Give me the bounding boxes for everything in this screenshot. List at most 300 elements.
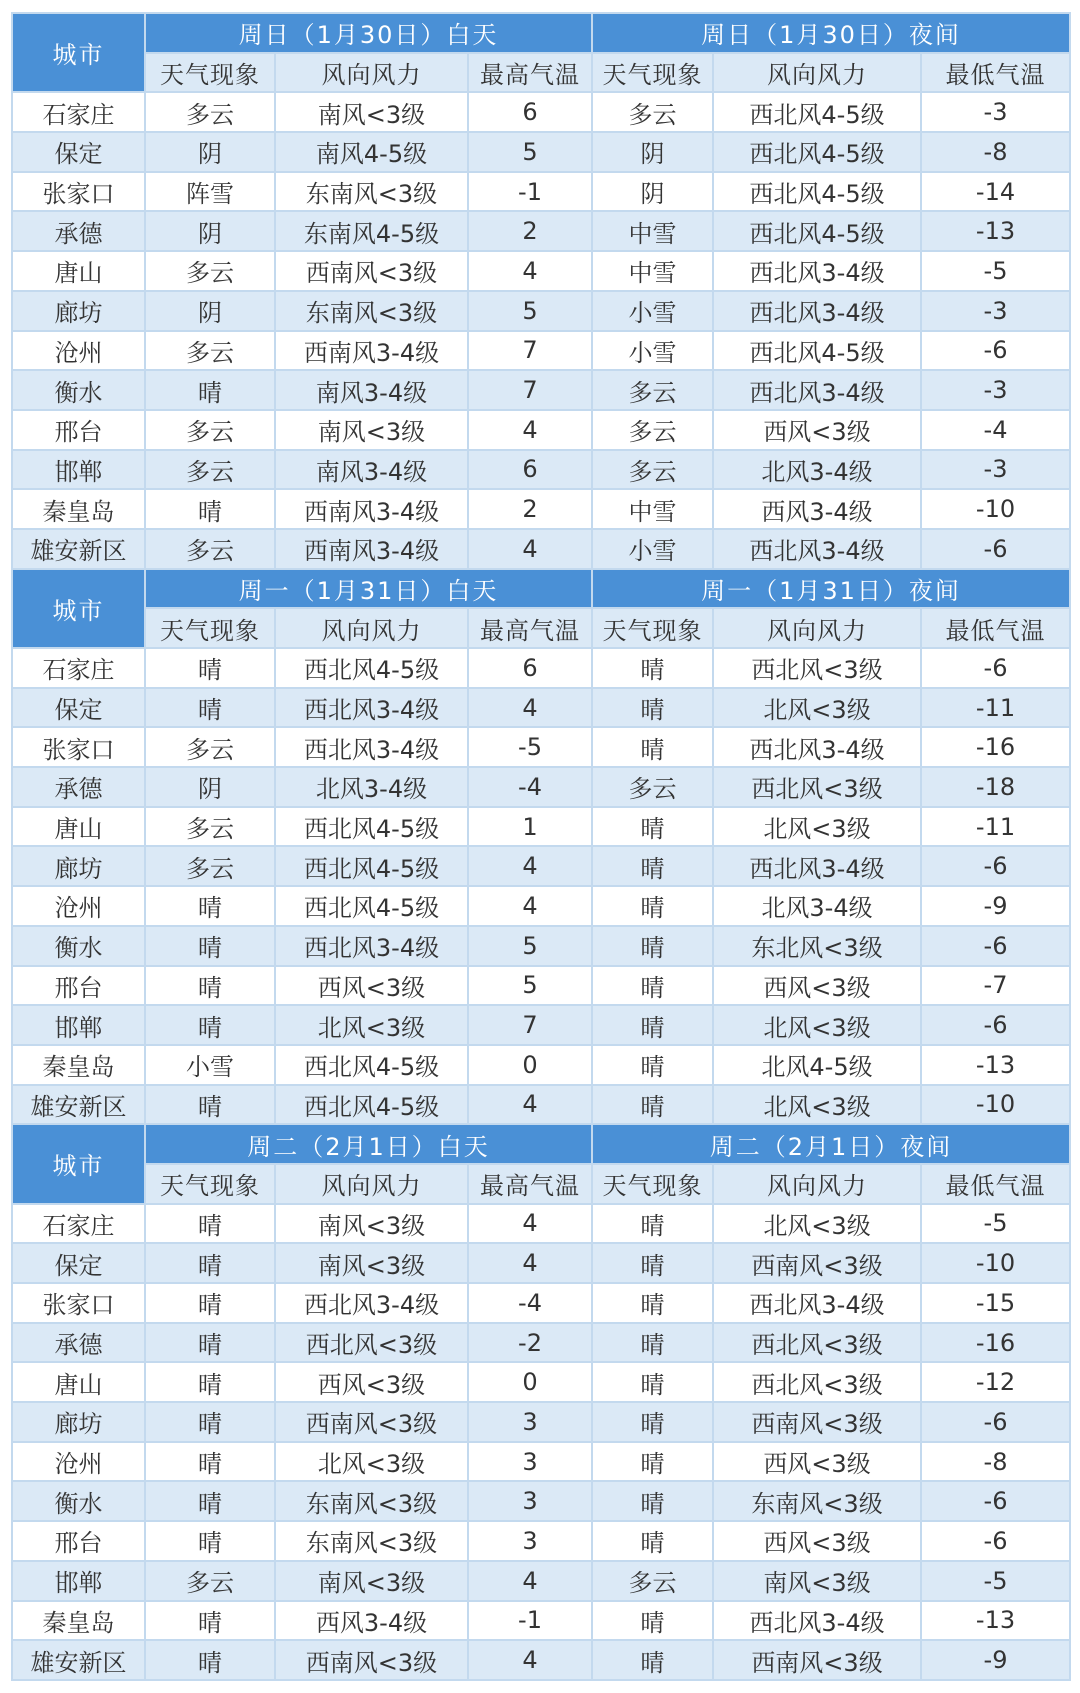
day-wind-cell: 南风<3级: [275, 410, 468, 450]
table-row: [12, 648, 1070, 688]
night-weather-cell: 晴: [592, 1521, 713, 1561]
city-cell: 邯郸: [12, 1005, 145, 1045]
city-header: 城市: [12, 13, 145, 92]
day-title: 周一（1月31日）白天: [145, 569, 592, 609]
city-cell: 保定: [12, 688, 145, 728]
day-weather-cell: 多云: [145, 331, 275, 371]
low-temp-cell: -18: [921, 767, 1070, 807]
weather-table-body: [12, 13, 1070, 1680]
city-cell: 石家庄: [12, 1204, 145, 1244]
day-wind-header: 风向风力: [275, 1164, 468, 1204]
day-weather-cell: 多云: [145, 846, 275, 886]
city-cell: 承德: [12, 767, 145, 807]
high-temp-cell: -1: [468, 172, 592, 212]
day-wind-cell: 西北风4-5级: [275, 1085, 468, 1125]
night-weather-cell: 阴: [592, 132, 713, 172]
table-row: [12, 688, 1070, 728]
column-header-row: [12, 1164, 1070, 1204]
table-row: [12, 211, 1070, 251]
city-cell: 沧州: [12, 331, 145, 371]
city-cell: 秦皇岛: [12, 489, 145, 529]
high-temp-cell: 4: [468, 529, 592, 569]
day-weather-cell: 晴: [145, 886, 275, 926]
city-cell: 沧州: [12, 1442, 145, 1482]
night-wind-cell: 西北风<3级: [713, 648, 921, 688]
column-header-row: [12, 53, 1070, 93]
day-weather-cell: 阴: [145, 291, 275, 331]
column-header-row: [12, 608, 1070, 648]
table-row: [12, 1561, 1070, 1601]
night-weather-cell: 晴: [592, 1640, 713, 1680]
city-cell: 沧州: [12, 886, 145, 926]
table-row: [12, 1204, 1070, 1244]
night-wind-cell: 北风4-5级: [713, 1045, 921, 1085]
low-temp-cell: -4: [921, 410, 1070, 450]
table-row: [12, 529, 1070, 569]
low-temp-header: 最低气温: [921, 608, 1070, 648]
low-temp-cell: -14: [921, 172, 1070, 212]
day-wind-header: 风向风力: [275, 608, 468, 648]
low-temp-cell: -6: [921, 529, 1070, 569]
day-wind-cell: 西北风4-5级: [275, 648, 468, 688]
night-wind-cell: 西南风<3级: [713, 1640, 921, 1680]
city-cell: 廊坊: [12, 1402, 145, 1442]
night-weather-cell: 中雪: [592, 251, 713, 291]
day-wind-cell: 西北风4-5级: [275, 1045, 468, 1085]
table-row: [12, 450, 1070, 490]
day-weather-cell: 多云: [145, 450, 275, 490]
night-weather-cell: 中雪: [592, 489, 713, 529]
high-temp-cell: 2: [468, 211, 592, 251]
night-wind-cell: 西风<3级: [713, 966, 921, 1006]
city-cell: 雄安新区: [12, 529, 145, 569]
high-temp-cell: 5: [468, 291, 592, 331]
city-cell: 邯郸: [12, 1561, 145, 1601]
night-weather-cell: 晴: [592, 846, 713, 886]
night-wind-cell: 西北风3-4级: [713, 1283, 921, 1323]
table-row: [12, 251, 1070, 291]
night-wind-cell: 北风3-4级: [713, 450, 921, 490]
table-row: [12, 410, 1070, 450]
low-temp-cell: -5: [921, 251, 1070, 291]
night-wind-cell: 北风<3级: [713, 1085, 921, 1125]
high-temp-cell: 3: [468, 1402, 592, 1442]
table-row: [12, 1521, 1070, 1561]
low-temp-cell: -6: [921, 1521, 1070, 1561]
day-wind-cell: 东南风<3级: [275, 172, 468, 212]
low-temp-header: 最低气温: [921, 1164, 1070, 1204]
table-row: [12, 331, 1070, 371]
table-row: [12, 370, 1070, 410]
day-wind-cell: 东南风<3级: [275, 1521, 468, 1561]
day-weather-cell: 晴: [145, 1085, 275, 1125]
day-wind-cell: 西风3-4级: [275, 1601, 468, 1641]
table-row: [12, 1362, 1070, 1402]
table-row: [12, 1323, 1070, 1363]
night-wind-cell: 北风<3级: [713, 688, 921, 728]
day-weather-cell: 晴: [145, 1323, 275, 1363]
high-temp-cell: 7: [468, 1005, 592, 1045]
city-header: 城市: [12, 569, 145, 648]
day-wind-cell: 西北风3-4级: [275, 1283, 468, 1323]
table-row: [12, 807, 1070, 847]
table-row: [12, 1243, 1070, 1283]
day-weather-cell: 晴: [145, 489, 275, 529]
low-temp-cell: -6: [921, 846, 1070, 886]
high-temp-cell: -5: [468, 727, 592, 767]
low-temp-cell: -9: [921, 886, 1070, 926]
table-row: [12, 172, 1070, 212]
day-wind-cell: 西北风3-4级: [275, 926, 468, 966]
low-temp-cell: -6: [921, 1005, 1070, 1045]
high-temp-cell: 0: [468, 1362, 592, 1402]
city-cell: 石家庄: [12, 648, 145, 688]
high-temp-cell: 2: [468, 489, 592, 529]
day-title: 周二（2月1日）白天: [145, 1124, 592, 1164]
low-temp-cell: -5: [921, 1204, 1070, 1244]
high-temp-cell: 4: [468, 1640, 592, 1680]
low-temp-cell: -8: [921, 1442, 1070, 1482]
high-temp-cell: 6: [468, 450, 592, 490]
day-wind-cell: 西北风3-4级: [275, 727, 468, 767]
night-weather-cell: 多云: [592, 410, 713, 450]
low-temp-cell: -13: [921, 1045, 1070, 1085]
city-cell: 秦皇岛: [12, 1045, 145, 1085]
high-temp-header: 最高气温: [468, 608, 592, 648]
block-title-row: [12, 1124, 1070, 1164]
high-temp-cell: 4: [468, 1561, 592, 1601]
night-wind-cell: 西北风<3级: [713, 1362, 921, 1402]
high-temp-cell: 5: [468, 926, 592, 966]
day-weather-cell: 阴: [145, 132, 275, 172]
night-weather-cell: 晴: [592, 886, 713, 926]
low-temp-cell: -10: [921, 489, 1070, 529]
day-weather-cell: 晴: [145, 966, 275, 1006]
table-row: [12, 1402, 1070, 1442]
high-temp-cell: 4: [468, 1204, 592, 1244]
high-temp-cell: 7: [468, 370, 592, 410]
night-weather-header: 天气现象: [592, 53, 713, 93]
night-wind-cell: 北风<3级: [713, 807, 921, 847]
night-wind-cell: 北风<3级: [713, 1005, 921, 1045]
day-weather-cell: 多云: [145, 410, 275, 450]
high-temp-cell: -4: [468, 1283, 592, 1323]
city-cell: 保定: [12, 132, 145, 172]
day-weather-cell: 晴: [145, 1521, 275, 1561]
night-wind-cell: 东北风<3级: [713, 926, 921, 966]
city-cell: 石家庄: [12, 92, 145, 132]
night-weather-cell: 晴: [592, 688, 713, 728]
night-wind-cell: 西北风4-5级: [713, 172, 921, 212]
day-wind-cell: 南风<3级: [275, 1204, 468, 1244]
table-row: [12, 489, 1070, 529]
high-temp-cell: 5: [468, 132, 592, 172]
day-wind-cell: 西北风4-5级: [275, 807, 468, 847]
high-temp-header: 最高气温: [468, 1164, 592, 1204]
night-wind-cell: 西北风3-4级: [713, 727, 921, 767]
day-title: 周日（1月30日）白天: [145, 13, 592, 53]
city-cell: 廊坊: [12, 846, 145, 886]
night-weather-cell: 小雪: [592, 291, 713, 331]
night-wind-header: 风向风力: [713, 608, 921, 648]
high-temp-cell: 6: [468, 648, 592, 688]
night-wind-cell: 西风3-4级: [713, 489, 921, 529]
night-wind-cell: 北风3-4级: [713, 886, 921, 926]
night-weather-cell: 晴: [592, 1601, 713, 1641]
night-wind-cell: 西风<3级: [713, 410, 921, 450]
low-temp-cell: -13: [921, 211, 1070, 251]
table-row: [12, 1005, 1070, 1045]
day-weather-cell: 晴: [145, 1362, 275, 1402]
day-weather-cell: 小雪: [145, 1045, 275, 1085]
low-temp-cell: -3: [921, 92, 1070, 132]
day-weather-cell: 晴: [145, 926, 275, 966]
day-wind-cell: 西北风<3级: [275, 1323, 468, 1363]
day-wind-cell: 西北风4-5级: [275, 886, 468, 926]
high-temp-cell: 1: [468, 807, 592, 847]
low-temp-cell: -15: [921, 1283, 1070, 1323]
day-wind-cell: 西风<3级: [275, 966, 468, 1006]
night-title: 周一（1月31日）夜间: [592, 569, 1070, 609]
day-weather-cell: 晴: [145, 688, 275, 728]
low-temp-cell: -6: [921, 1481, 1070, 1521]
high-temp-cell: -2: [468, 1323, 592, 1363]
city-cell: 邢台: [12, 410, 145, 450]
table-row: [12, 92, 1070, 132]
day-wind-cell: 南风3-4级: [275, 450, 468, 490]
table-row: [12, 886, 1070, 926]
night-weather-cell: 晴: [592, 926, 713, 966]
city-cell: 雄安新区: [12, 1640, 145, 1680]
table-row: [12, 846, 1070, 886]
table-row: [12, 1283, 1070, 1323]
night-weather-cell: 多云: [592, 1561, 713, 1601]
city-cell: 承德: [12, 1323, 145, 1363]
low-temp-cell: -10: [921, 1085, 1070, 1125]
night-title: 周二（2月1日）夜间: [592, 1124, 1070, 1164]
night-weather-cell: 晴: [592, 1204, 713, 1244]
night-weather-cell: 中雪: [592, 211, 713, 251]
table-row: [12, 1045, 1070, 1085]
night-wind-cell: 西风<3级: [713, 1521, 921, 1561]
low-temp-cell: -8: [921, 132, 1070, 172]
low-temp-cell: -6: [921, 648, 1070, 688]
block-title-row: [12, 13, 1070, 53]
high-temp-cell: 5: [468, 966, 592, 1006]
city-cell: 衡水: [12, 926, 145, 966]
day-wind-cell: 西南风3-4级: [275, 331, 468, 371]
high-temp-cell: 3: [468, 1481, 592, 1521]
day-weather-cell: 多云: [145, 92, 275, 132]
night-weather-cell: 晴: [592, 648, 713, 688]
low-temp-cell: -3: [921, 370, 1070, 410]
high-temp-cell: 4: [468, 410, 592, 450]
night-title: 周日（1月30日）夜间: [592, 13, 1070, 53]
night-wind-header: 风向风力: [713, 1164, 921, 1204]
night-wind-cell: 西北风3-4级: [713, 251, 921, 291]
low-temp-cell: -6: [921, 926, 1070, 966]
low-temp-cell: -5: [921, 1561, 1070, 1601]
city-cell: 邢台: [12, 966, 145, 1006]
day-wind-cell: 西南风3-4级: [275, 489, 468, 529]
high-temp-cell: 4: [468, 1085, 592, 1125]
night-weather-header: 天气现象: [592, 608, 713, 648]
day-weather-cell: 多云: [145, 251, 275, 291]
night-weather-cell: 多云: [592, 450, 713, 490]
night-weather-cell: 晴: [592, 966, 713, 1006]
day-weather-cell: 多云: [145, 807, 275, 847]
table-row: [12, 291, 1070, 331]
night-wind-cell: 西北风3-4级: [713, 529, 921, 569]
night-weather-cell: 晴: [592, 1085, 713, 1125]
block-title-row: [12, 569, 1070, 609]
low-temp-cell: -6: [921, 331, 1070, 371]
night-weather-cell: 晴: [592, 807, 713, 847]
day-wind-cell: 东南风<3级: [275, 291, 468, 331]
city-cell: 廊坊: [12, 291, 145, 331]
night-weather-cell: 晴: [592, 1243, 713, 1283]
night-weather-cell: 阴: [592, 172, 713, 212]
day-weather-cell: 多云: [145, 1561, 275, 1601]
day-wind-cell: 南风<3级: [275, 92, 468, 132]
day-wind-cell: 北风3-4级: [275, 767, 468, 807]
low-temp-cell: -10: [921, 1243, 1070, 1283]
low-temp-cell: -3: [921, 450, 1070, 490]
night-wind-cell: 西北风3-4级: [713, 370, 921, 410]
high-temp-cell: 7: [468, 331, 592, 371]
night-weather-cell: 多云: [592, 92, 713, 132]
day-weather-header: 天气现象: [145, 1164, 275, 1204]
night-weather-cell: 晴: [592, 1045, 713, 1085]
high-temp-cell: 4: [468, 688, 592, 728]
high-temp-cell: 4: [468, 846, 592, 886]
night-weather-header: 天气现象: [592, 1164, 713, 1204]
day-wind-cell: 西南风3-4级: [275, 529, 468, 569]
day-weather-cell: 晴: [145, 1283, 275, 1323]
table-row: [12, 1481, 1070, 1521]
day-weather-cell: 阵雪: [145, 172, 275, 212]
day-wind-cell: 南风4-5级: [275, 132, 468, 172]
table-row: [12, 1640, 1070, 1680]
day-wind-header: 风向风力: [275, 53, 468, 93]
night-wind-cell: 北风<3级: [713, 1204, 921, 1244]
night-weather-cell: 晴: [592, 1283, 713, 1323]
city-cell: 唐山: [12, 251, 145, 291]
low-temp-cell: -11: [921, 688, 1070, 728]
day-wind-cell: 北风<3级: [275, 1005, 468, 1045]
city-cell: 邯郸: [12, 450, 145, 490]
low-temp-header: 最低气温: [921, 53, 1070, 93]
day-wind-cell: 南风<3级: [275, 1561, 468, 1601]
night-wind-cell: 西北风4-5级: [713, 331, 921, 371]
low-temp-cell: -6: [921, 1402, 1070, 1442]
table-row: [12, 926, 1070, 966]
city-header: 城市: [12, 1124, 145, 1203]
high-temp-cell: 4: [468, 1243, 592, 1283]
night-weather-cell: 晴: [592, 1362, 713, 1402]
low-temp-cell: -12: [921, 1362, 1070, 1402]
day-weather-cell: 晴: [145, 1481, 275, 1521]
day-weather-header: 天气现象: [145, 53, 275, 93]
city-cell: 唐山: [12, 807, 145, 847]
day-wind-cell: 南风3-4级: [275, 370, 468, 410]
high-temp-cell: 4: [468, 251, 592, 291]
low-temp-cell: -3: [921, 291, 1070, 331]
day-weather-cell: 晴: [145, 1402, 275, 1442]
low-temp-cell: -16: [921, 727, 1070, 767]
high-temp-cell: -1: [468, 1601, 592, 1641]
night-wind-cell: 南风<3级: [713, 1561, 921, 1601]
day-wind-cell: 西风<3级: [275, 1362, 468, 1402]
low-temp-cell: -7: [921, 966, 1070, 1006]
night-weather-cell: 小雪: [592, 529, 713, 569]
table-row: [12, 1601, 1070, 1641]
day-weather-cell: 多云: [145, 727, 275, 767]
day-weather-cell: 晴: [145, 1601, 275, 1641]
night-wind-cell: 西风<3级: [713, 1442, 921, 1482]
night-weather-cell: 晴: [592, 1323, 713, 1363]
day-weather-cell: 阴: [145, 767, 275, 807]
city-cell: 衡水: [12, 370, 145, 410]
city-cell: 张家口: [12, 172, 145, 212]
night-wind-cell: 西北风4-5级: [713, 132, 921, 172]
high-temp-cell: 3: [468, 1521, 592, 1561]
day-wind-cell: 西南风<3级: [275, 1402, 468, 1442]
night-wind-cell: 西北风3-4级: [713, 1601, 921, 1641]
day-weather-cell: 晴: [145, 1640, 275, 1680]
day-weather-cell: 晴: [145, 1005, 275, 1045]
night-wind-cell: 西南风<3级: [713, 1402, 921, 1442]
city-cell: 唐山: [12, 1362, 145, 1402]
city-cell: 衡水: [12, 1481, 145, 1521]
night-weather-cell: 晴: [592, 1442, 713, 1482]
day-wind-cell: 西北风3-4级: [275, 688, 468, 728]
day-wind-cell: 南风<3级: [275, 1243, 468, 1283]
city-cell: 秦皇岛: [12, 1601, 145, 1641]
high-temp-cell: 4: [468, 886, 592, 926]
city-cell: 张家口: [12, 1283, 145, 1323]
day-weather-cell: 晴: [145, 648, 275, 688]
day-weather-cell: 晴: [145, 1243, 275, 1283]
day-weather-cell: 晴: [145, 370, 275, 410]
low-temp-cell: -9: [921, 1640, 1070, 1680]
table-row: [12, 132, 1070, 172]
low-temp-cell: -11: [921, 807, 1070, 847]
day-wind-cell: 北风<3级: [275, 1442, 468, 1482]
low-temp-cell: -16: [921, 1323, 1070, 1363]
city-cell: 雄安新区: [12, 1085, 145, 1125]
day-wind-cell: 东南风<3级: [275, 1481, 468, 1521]
high-temp-cell: 6: [468, 92, 592, 132]
weather-forecast-table: [11, 12, 1071, 1681]
night-wind-cell: 东南风<3级: [713, 1481, 921, 1521]
day-weather-cell: 晴: [145, 1204, 275, 1244]
high-temp-cell: 0: [468, 1045, 592, 1085]
table-row: [12, 1442, 1070, 1482]
high-temp-cell: 3: [468, 1442, 592, 1482]
day-wind-cell: 西南风<3级: [275, 251, 468, 291]
night-wind-cell: 西北风<3级: [713, 1323, 921, 1363]
night-wind-cell: 西北风<3级: [713, 767, 921, 807]
night-wind-cell: 西北风3-4级: [713, 291, 921, 331]
night-weather-cell: 晴: [592, 1005, 713, 1045]
table-row: [12, 1085, 1070, 1125]
night-wind-header: 风向风力: [713, 53, 921, 93]
night-wind-cell: 西北风4-5级: [713, 211, 921, 251]
high-temp-cell: -4: [468, 767, 592, 807]
table-row: [12, 966, 1070, 1006]
day-weather-header: 天气现象: [145, 608, 275, 648]
